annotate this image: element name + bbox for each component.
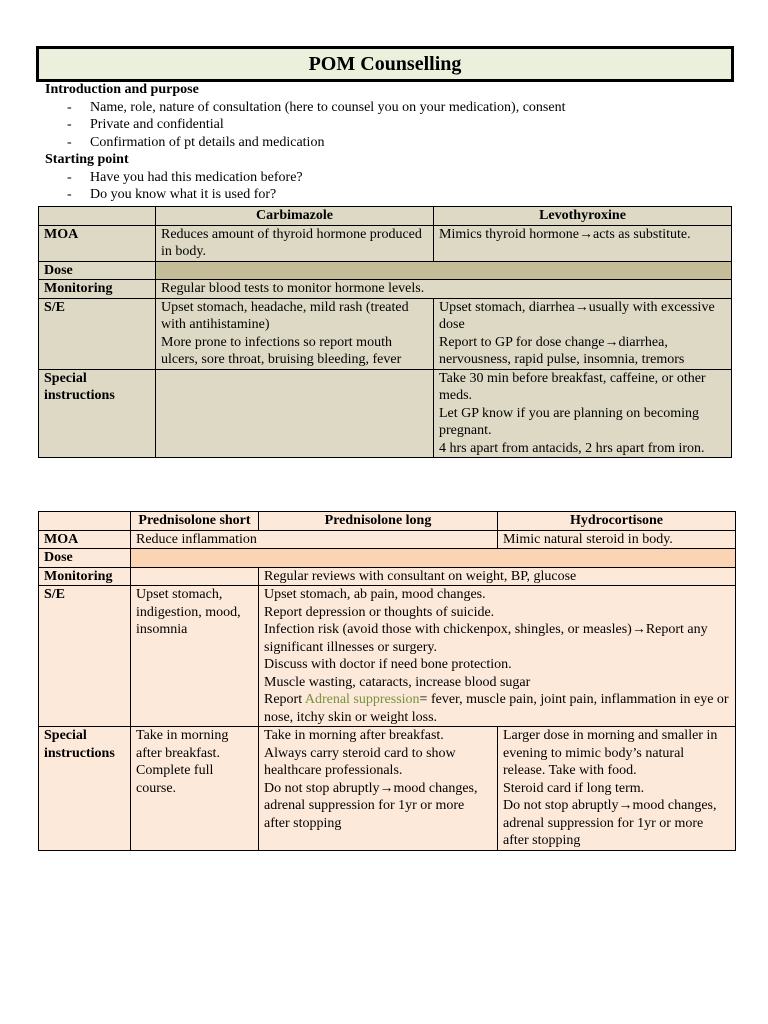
header-carbimazole: Carbimazole [156,207,434,226]
table-row [39,225,732,261]
list-item: - Name, role, nature of consultation (here to counsel you on your medication), consent [67,99,566,115]
cell-special-hydrocortisone: Larger dose in morning and smaller in evening to mimic body’s natural release. Take with food. Steroid card if long term. Do not stop abruptly→mood changes, adrenal suppression for 1yr or more after stopping [498,727,736,851]
table-header-row [39,512,736,531]
arrow-icon: → [574,299,589,315]
table-row [39,369,732,458]
cell-se-levothyroxine: Upset stomach, diarrhea→usually with excessive dose Report to GP for dose change→diarrhea, nervousness, rapid pulse, insomnia, tremors [434,298,732,369]
cell-se-carbimazole: Upset stomach, headache, mild rash (treated with antihistamine) More prone to infections so report mouth ulcers, sore throat, bruising bleeding, fever [156,298,434,369]
row-label-monitoring: Monitoring [39,567,131,586]
table-row [39,549,736,568]
header-cell [39,512,131,531]
row-label-special: Special instructions [39,369,156,458]
arrow-icon: → [618,798,633,813]
header-levothyroxine: Levothyroxine [434,207,732,226]
row-label-moa: MOA [39,530,131,549]
table-row [39,530,736,549]
cell-moa-prednisolone: Reduce inflammation [131,530,498,549]
cell-monitoring: Regular blood tests to monitor hormone levels. [156,280,732,299]
cell-special-levothyroxine: Take 30 min before breakfast, caffeine, or other meds. Let GP know if you are planning on becoming pregnant. 4 hrs apart from antacids, 2 hrs apart from iron. [434,369,732,458]
table-row [39,727,736,851]
arrow-icon: → [579,226,593,242]
intro-list [45,99,745,152]
list-item: - Have you had this medication before? [67,169,303,185]
list-item: - Private and confidential [67,117,224,132]
list-item: - Confirmation of pt details and medication [67,134,325,150]
row-label-dose: Dose [39,261,156,280]
cell-moa-hydrocortisone: Mimic natural steroid in body. [498,530,736,549]
cell-special-prednisolone-short: Take in morning after breakfast. Complete full course. [131,727,259,851]
table-row [39,586,736,727]
table-header-row [39,207,732,226]
cell-monitoring: Regular reviews with consultant on weight, BP, glucose [259,567,736,586]
intro-section [45,81,745,204]
cell-dose [156,261,732,280]
row-label-se: S/E [39,298,156,369]
header-prednisolone-long: Prednisolone long [259,512,498,531]
arrow-icon: → [604,334,619,350]
row-label-special: Special instructions [39,727,131,851]
header-hydrocortisone: Hydrocortisone [498,512,736,531]
cell-special-prednisolone-long: Take in morning after breakfast. Always carry steroid card to show healthcare professionals. Do not stop abruptly→mood changes, adrenal suppression for 1yr or more after stopping [259,727,498,851]
list-item: - Do you know what it is used for? [67,187,277,202]
arrow-icon: → [379,780,394,796]
cell-special-carbimazole [156,369,434,458]
cell-se-prednisolone-short: Upset stomach, indigestion, mood, insomnia [131,586,259,727]
table-row [39,280,732,299]
steroid-table [38,511,736,851]
page-title: POM Counselling [36,46,734,82]
arrow-icon: → [631,622,646,637]
starting-point-heading: Starting point [45,152,129,167]
row-label-monitoring: Monitoring [39,280,156,299]
cell-moa-levothyroxine: Mimics thyroid hormone→acts as substitute. [434,225,732,261]
cell-se-prednisolone-long: Upset stomach, ab pain, mood changes. Report depression or thoughts of suicide. Infection risk (avoid those with chickenpox, shingles, or measles)→Report any significant illnesses or surgery. Discuss with doctor if need bone protection. Muscle wasting, cataracts, increase blood sugar Report Adrenal suppression= fever, muscle pain, joint pain, inflammation in eye or nose, itchy skin or weight loss. [259,586,736,727]
row-label-moa: MOA [39,225,156,261]
intro-heading: Introduction and purpose [45,82,199,97]
adrenal-suppression-term: Adrenal suppression [304,692,420,707]
header-prednisolone-short: Prednisolone short [131,512,259,531]
cell-moa-carbimazole: Reduces amount of thyroid hormone produced in body. [156,225,434,261]
cell-dose [131,549,736,568]
table-row [39,567,736,586]
cell-monitoring-short [131,567,259,586]
row-label-se: S/E [39,586,131,727]
row-label-dose: Dose [39,549,131,568]
header-cell [39,207,156,226]
table-row [39,298,732,369]
table-row [39,261,732,280]
thyroid-table [38,206,732,458]
starting-point-list [45,169,745,204]
